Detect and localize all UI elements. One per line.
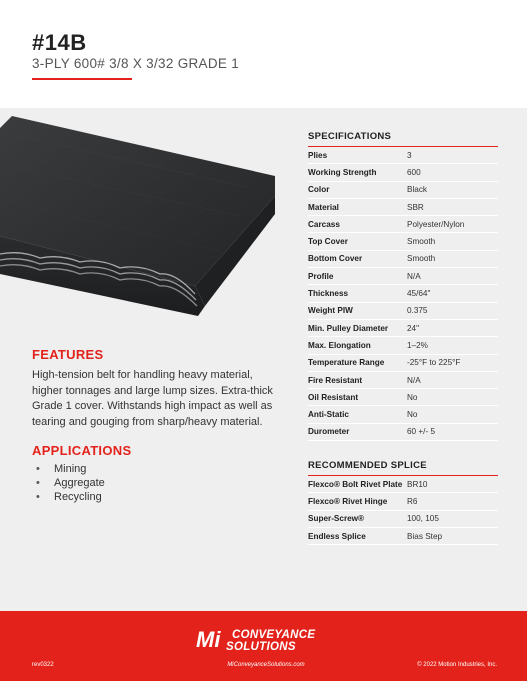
bullet-icon: • [36,477,40,489]
bullet-icon: • [36,491,40,503]
spec-value: 600 [407,167,421,177]
spec-value: N/A [407,375,421,385]
spec-label: Working Strength [308,167,377,177]
list-item: • Recycling [36,491,102,503]
table-row [308,389,498,406]
spec-label: Color [308,185,330,195]
spec-label: Fire Resistant [308,375,363,385]
spec-label: Super-Screw® [308,514,365,524]
spec-label: Material [308,202,339,212]
spec-label: Durometer [308,427,350,437]
table-row [308,233,498,250]
product-title: #14B [32,30,87,55]
list-item: • Mining [36,463,87,475]
specifications-heading: SPECIFICATIONS [308,131,392,142]
logo-text-line1: CONVEYANCE [232,629,316,641]
table-row [308,268,498,285]
spec-label: Profile [308,271,334,281]
spec-label: Anti-Static [308,410,349,420]
spec-value: No [407,392,418,402]
applications-heading: APPLICATIONS [32,443,132,458]
spec-label: Min. Pulley Diameter [308,323,389,333]
spec-value: N/A [407,271,421,281]
features-description: High-tension belt for handling heavy material, higher tonnages and large lump sizes. Extra-thick Grade 1 cover. Withstands high impact as well as tearing and gouging from sharp/heavy material. [32,369,273,428]
table-row [308,285,498,302]
spec-value: No [407,410,418,420]
table-row [308,424,498,441]
spec-label: Max. Elongation [308,340,371,350]
spec-value: 0.375 [407,306,428,316]
page-header [0,0,527,108]
spec-value: 24" [407,323,420,333]
table-row [308,251,498,268]
page-footer [0,611,527,681]
revision-code: rev0322 [32,662,54,668]
table-row [308,372,498,389]
spec-value: BR10 [407,479,428,489]
splice-heading: RECOMMENDED SPLICE [308,460,427,471]
spec-value: 100, 105 [407,514,439,524]
conveyor-belt-image [0,116,280,331]
spec-label: Flexco® Bolt Rivet Plate [308,479,403,489]
logo-url: MiConveyanceSolutions.com [227,662,305,668]
table-row [308,493,498,510]
product-subtitle: 3-PLY 600# 3/8 X 3/32 GRADE 1 [32,56,240,71]
spec-label: Plies [308,150,328,160]
list-item: • Aggregate [36,477,105,489]
spec-value: R6 [407,496,418,506]
spec-label: Carcass [308,219,340,229]
table-row [308,406,498,423]
table-row [308,199,498,216]
table-row [308,182,498,199]
table-row [308,147,498,164]
spec-label: Flexco® Rivet Hinge [308,496,388,506]
spec-label: Oil Resistant [308,392,359,402]
spec-label: Endless Splice [308,531,366,541]
table-row [308,355,498,372]
table-row [308,476,498,493]
title-divider [32,78,132,80]
spec-value: -25°F to 225°F [407,358,461,368]
table-row [308,303,498,320]
spec-label: Thickness [308,289,349,299]
spec-value: Smooth [407,254,436,264]
table-row [308,164,498,181]
features-heading: FEATURES [32,347,104,362]
specifications-table [308,131,498,441]
table-row [308,511,498,528]
spec-value: 60 +/- 5 [407,427,435,437]
spec-value: Polyester/Nylon [407,219,465,229]
logo-mark: Mi [196,627,221,652]
spec-label: Temperature Range [308,358,385,368]
bullet-icon: • [36,463,40,475]
spec-value: 3 [407,150,412,160]
spec-label: Bottom Cover [308,254,363,264]
spec-value: Smooth [407,237,436,247]
company-logo [196,627,336,668]
spec-value: Black [407,185,428,195]
table-row [308,320,498,337]
spec-value: Bias Step [407,531,443,541]
table-row [308,216,498,233]
splice-table [308,460,498,545]
spec-label: Top Cover [308,237,348,247]
table-row [308,337,498,354]
spec-value: 1–2% [407,340,428,350]
spec-value: 45/64" [407,289,431,299]
applications-list [36,462,105,504]
logo-text-line2: SOLUTIONS [226,641,296,653]
copyright-notice: © 2022 Motion Industries, Inc. [417,662,497,668]
table-row [308,528,498,545]
spec-label: Weight PIW [308,306,353,316]
spec-value: SBR [407,202,424,212]
